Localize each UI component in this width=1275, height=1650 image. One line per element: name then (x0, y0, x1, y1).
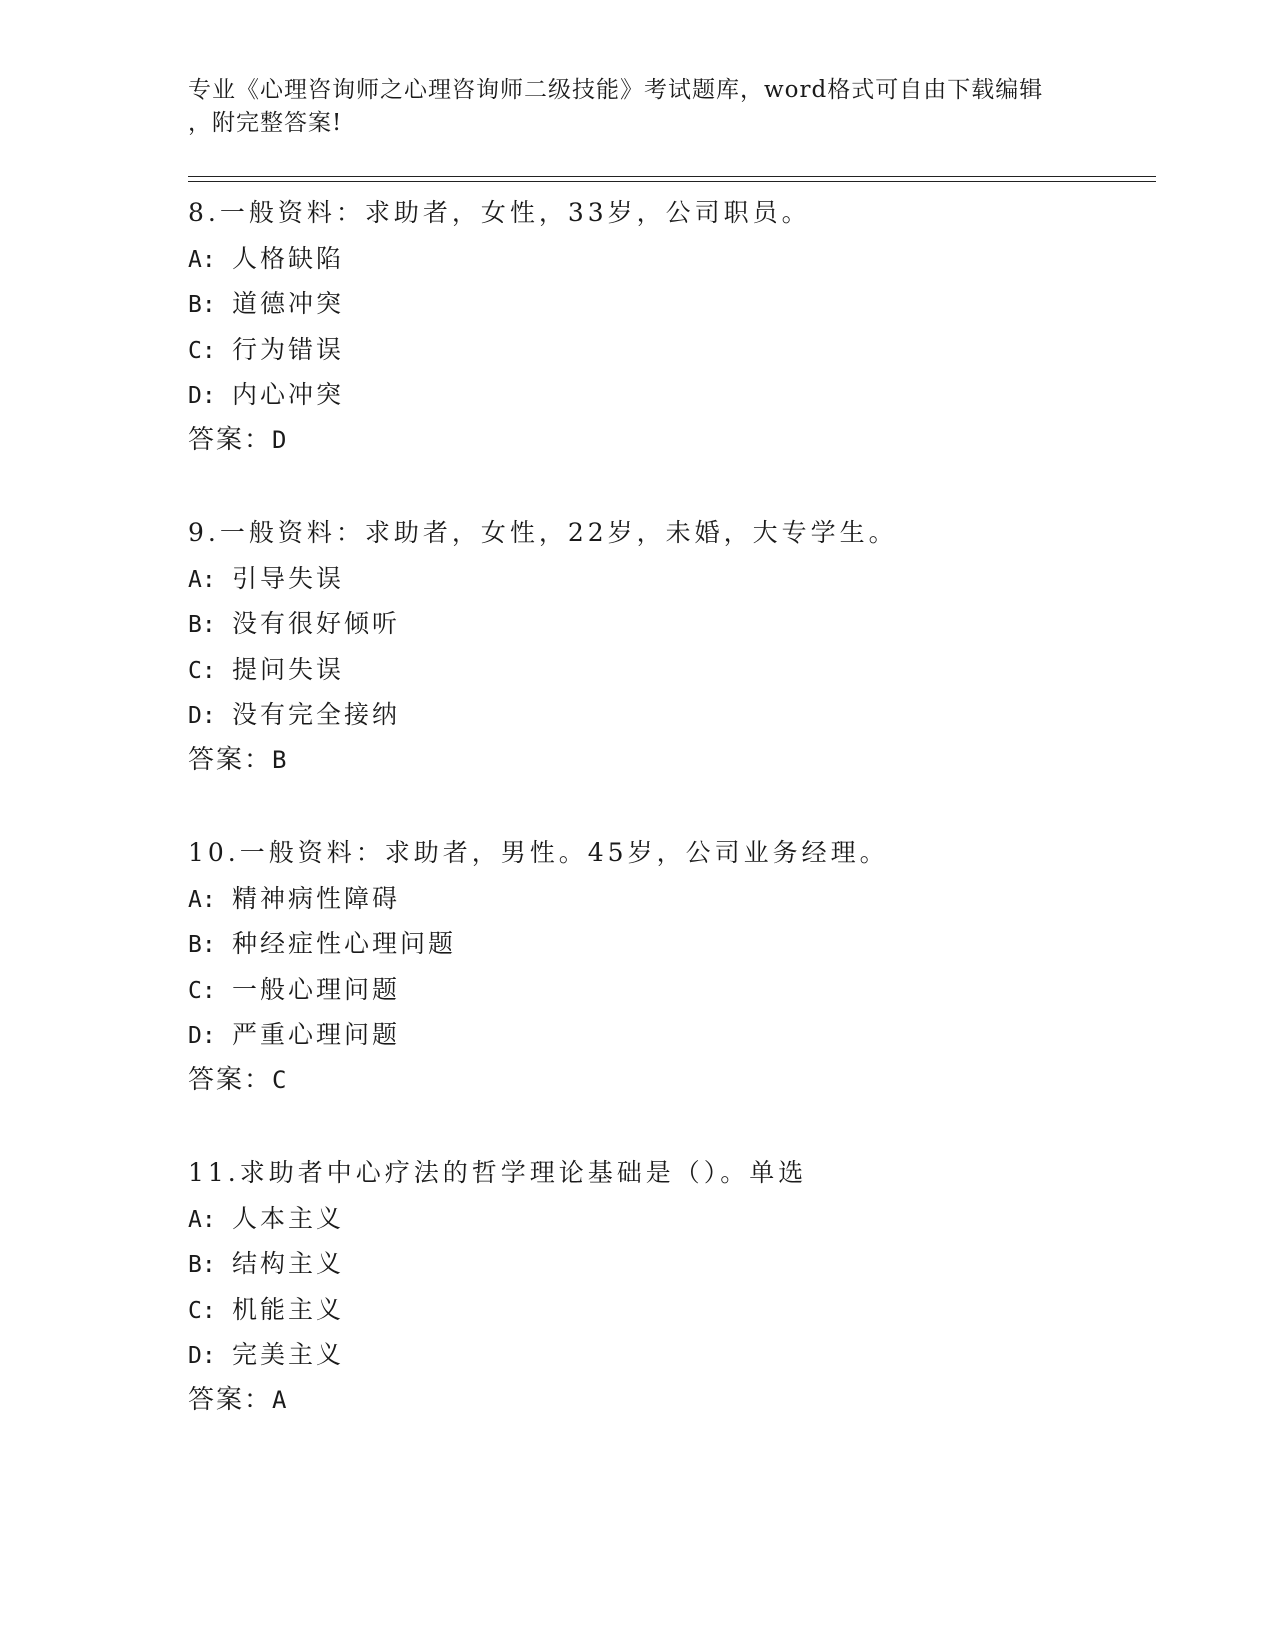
option-d (188, 1332, 1148, 1378)
option-text: 完美主义 (232, 1340, 345, 1369)
option-letter: D: (188, 1023, 216, 1049)
option-letter: B: (188, 932, 216, 958)
answer-value: C (272, 1065, 289, 1094)
option-text: 行为错误 (232, 334, 345, 364)
question-11 (188, 1150, 1148, 1423)
answer-line (188, 418, 1148, 464)
option-letter: A: (188, 1206, 216, 1233)
option-text: 引导失误 (232, 563, 345, 593)
header-line-2: ，附完整答案! (188, 110, 343, 136)
header-rule-bottom (188, 181, 1156, 182)
option-text: 没有很好倾听 (232, 609, 401, 638)
option-a (188, 876, 1148, 922)
answer-value: A (272, 1385, 289, 1414)
option-c (188, 647, 1148, 693)
option-b (188, 601, 1148, 647)
option-d (188, 372, 1148, 418)
question-10 (188, 830, 1148, 1103)
question-stem: 11.求助者中心疗法的哲学理论基础是（）。单选 (188, 1158, 808, 1187)
option-b (188, 921, 1148, 967)
option-letter: A: (188, 886, 216, 913)
option-text: 人本主义 (232, 1203, 345, 1233)
option-c (188, 967, 1148, 1013)
answer-label: 答案： (188, 744, 273, 775)
option-letter: D: (188, 1343, 216, 1369)
option-c (188, 1287, 1148, 1333)
answer-line (188, 1378, 1148, 1424)
option-text: 人格缺陷 (232, 243, 345, 273)
question-stem: 10.一般资料：求助者，男性。45岁，公司业务经理。 (188, 838, 889, 867)
option-a (188, 236, 1148, 282)
option-c (188, 327, 1148, 373)
option-text: 种经症性心理问题 (232, 929, 457, 958)
option-text: 提问失误 (232, 654, 345, 684)
option-letter: A: (188, 566, 216, 593)
option-letter: B: (188, 1252, 216, 1278)
option-text: 没有完全接纳 (232, 700, 401, 729)
option-text: 结构主义 (232, 1249, 345, 1278)
option-letter: D: (188, 703, 216, 729)
option-letter: B: (188, 292, 216, 318)
document-header (188, 74, 1088, 140)
option-letter: C: (188, 977, 216, 1004)
option-text: 机能主义 (232, 1294, 345, 1324)
option-a (188, 556, 1148, 602)
question-9 (188, 510, 1148, 783)
option-text: 精神病性障碍 (232, 883, 401, 913)
answer-value: D (272, 425, 289, 454)
option-letter: C: (188, 657, 216, 684)
option-text: 一般心理问题 (232, 974, 401, 1004)
option-a (188, 1196, 1148, 1242)
option-letter: C: (188, 1297, 216, 1324)
answer-value: B (272, 745, 289, 774)
answer-label: 答案： (188, 424, 273, 455)
question-stem: 9.一般资料：求助者，女性，22岁，未婚，大专学生。 (188, 518, 898, 547)
answer-label: 答案： (188, 1064, 273, 1095)
option-letter: B: (188, 612, 216, 638)
answer-label: 答案： (188, 1384, 273, 1415)
option-b (188, 281, 1148, 327)
answer-line (188, 738, 1148, 784)
option-letter: C: (188, 337, 216, 364)
option-letter: D: (188, 383, 216, 409)
option-b (188, 1241, 1148, 1287)
header-rule-top (188, 176, 1156, 177)
option-text: 严重心理问题 (232, 1020, 401, 1049)
question-stem: 8.一般资料：求助者，女性，33岁，公司职员。 (188, 198, 811, 227)
option-d (188, 1012, 1148, 1058)
option-text: 道德冲突 (232, 289, 345, 318)
header-line-1: 专业《心理咨询师之心理咨询师二级技能》考试题库，word格式可自由下载编辑 (188, 77, 1044, 103)
option-text: 内心冲突 (232, 380, 345, 409)
answer-line (188, 1058, 1148, 1104)
option-d (188, 692, 1148, 738)
option-letter: A: (188, 246, 216, 273)
question-list (188, 190, 1148, 1470)
question-8 (188, 190, 1148, 463)
